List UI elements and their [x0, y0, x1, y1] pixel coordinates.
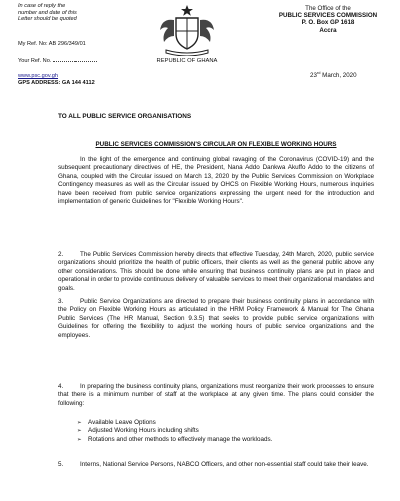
arrow-bullet-icon: ➢ [77, 420, 82, 426]
paragraph-2 [58, 251, 374, 293]
paragraph-number: 3. [58, 298, 64, 305]
list-item [77, 419, 374, 427]
my-reference-label: My Ref. No: AB 296/349/01 [18, 41, 86, 47]
your-reference [18, 58, 97, 64]
arrow-bullet-icon: ➢ [77, 436, 82, 443]
office-address [276, 5, 380, 34]
reply-note-line: In case of reply the [18, 3, 66, 9]
list-item [77, 427, 374, 435]
date-suffix: rd [316, 70, 321, 75]
reply-note [18, 3, 77, 23]
list-item [77, 436, 374, 444]
paragraph-text: In preparing the business continuity plans, organizations must reorganize their work processes to ensure that there is a minimum number of staff at the workplace at any given time. The plans could consider the following: [58, 383, 374, 407]
office-line: P. O. Box GP 1618 [301, 19, 355, 27]
list-item-text: Adjusted Working Hours including shifts [88, 427, 199, 435]
list-item-text: Available Leave Options [88, 419, 156, 426]
your-reference-label: Your Ref. No. [18, 58, 52, 64]
date-day: 23 [310, 72, 317, 80]
date-rest: March, 2020 [320, 72, 357, 80]
paragraph-number: 4. [58, 383, 64, 390]
reply-note-line: number and date of this [18, 9, 77, 16]
my-reference [18, 41, 86, 47]
office-line: The Office of the [305, 5, 351, 12]
paragraph-3 [58, 298, 374, 340]
website-link[interactable]: www.psc.gov.gh [18, 73, 59, 79]
paragraph-text: Public Service Organizations are directed to prepare their business continuity plans in accordance with the Policy on Flexible Working Hours as articulated in the HRM Policy Framework & Manual for The Ghana Public Services (The HR Manual, Section 9.3.5) that seeks to provide public service organizations with Guidelines for offering the flexibility to adjust the working hours of public service organizations and the employees. [58, 298, 374, 339]
dotted-line [75, 61, 97, 62]
republic-label: REPUBLIC OF GHANA [156, 58, 218, 64]
paragraph-text: Interns, National Service Persons, NABCO Officers, and other non-essential staff could take their leave. [80, 461, 369, 468]
addressee: TO ALL PUBLIC SERVICE ORGANISATIONS [58, 113, 192, 120]
dotted-line [53, 61, 75, 62]
arrow-bullet-icon: ➢ [77, 428, 82, 435]
office-line: PUBLIC SERVICES COMMISSION [278, 12, 378, 20]
paragraph-number: 5. [58, 461, 64, 468]
paragraph-1 [58, 156, 374, 206]
letter-date [310, 70, 357, 79]
gps-address: GPS ADDRESS: GA 144 4112 [18, 79, 95, 86]
paragraph-number: 2. [58, 251, 64, 258]
options-list [77, 419, 374, 444]
contact-block [18, 73, 95, 86]
paragraph-text: In the light of the emergence and continuing global ravaging of the Coronavirus (COVID-19) and the subsequent precautionary directives of HE, the President, Nana Addo Dankwa Akuffo Addo to the citizens of Ghana, coupled with the Circular issued on March 13, 2020 by the Public Services Commission on Workplace Contingency measures as well as the Circular issued by OHCS on Flexible Working Hours, numerous inquiries have been received from public service organizations expressing the urgent need for the introduction and implementation of generic Guidelines for "Flexible Working Hours". [58, 156, 374, 206]
paragraph-4 [58, 383, 374, 408]
reply-note-line: Letter should be quoted [18, 16, 77, 23]
paragraph-text: The Public Services Commission hereby directs that effective Tuesday, 24th March, 2020, public service organizations should prioritize the health of public officers, their clients as well as the general public above any other considerations. This should be done while ensuring that business continuity plans are put in place and operational in order to provide continuous delivery of valuable services to meet their organizational mandates and goals. [58, 251, 374, 292]
subject-heading: PUBLIC SERVICES COMMISSION'S CIRCULAR ON FLEXIBLE WORKING HOURS [95, 141, 337, 148]
coat-of-arms-icon [152, 4, 222, 56]
list-item-text: Rotations and other methods to effectively manage the workloads. [88, 435, 273, 443]
paragraph-5 [58, 461, 374, 469]
office-line: Accra [319, 26, 337, 34]
